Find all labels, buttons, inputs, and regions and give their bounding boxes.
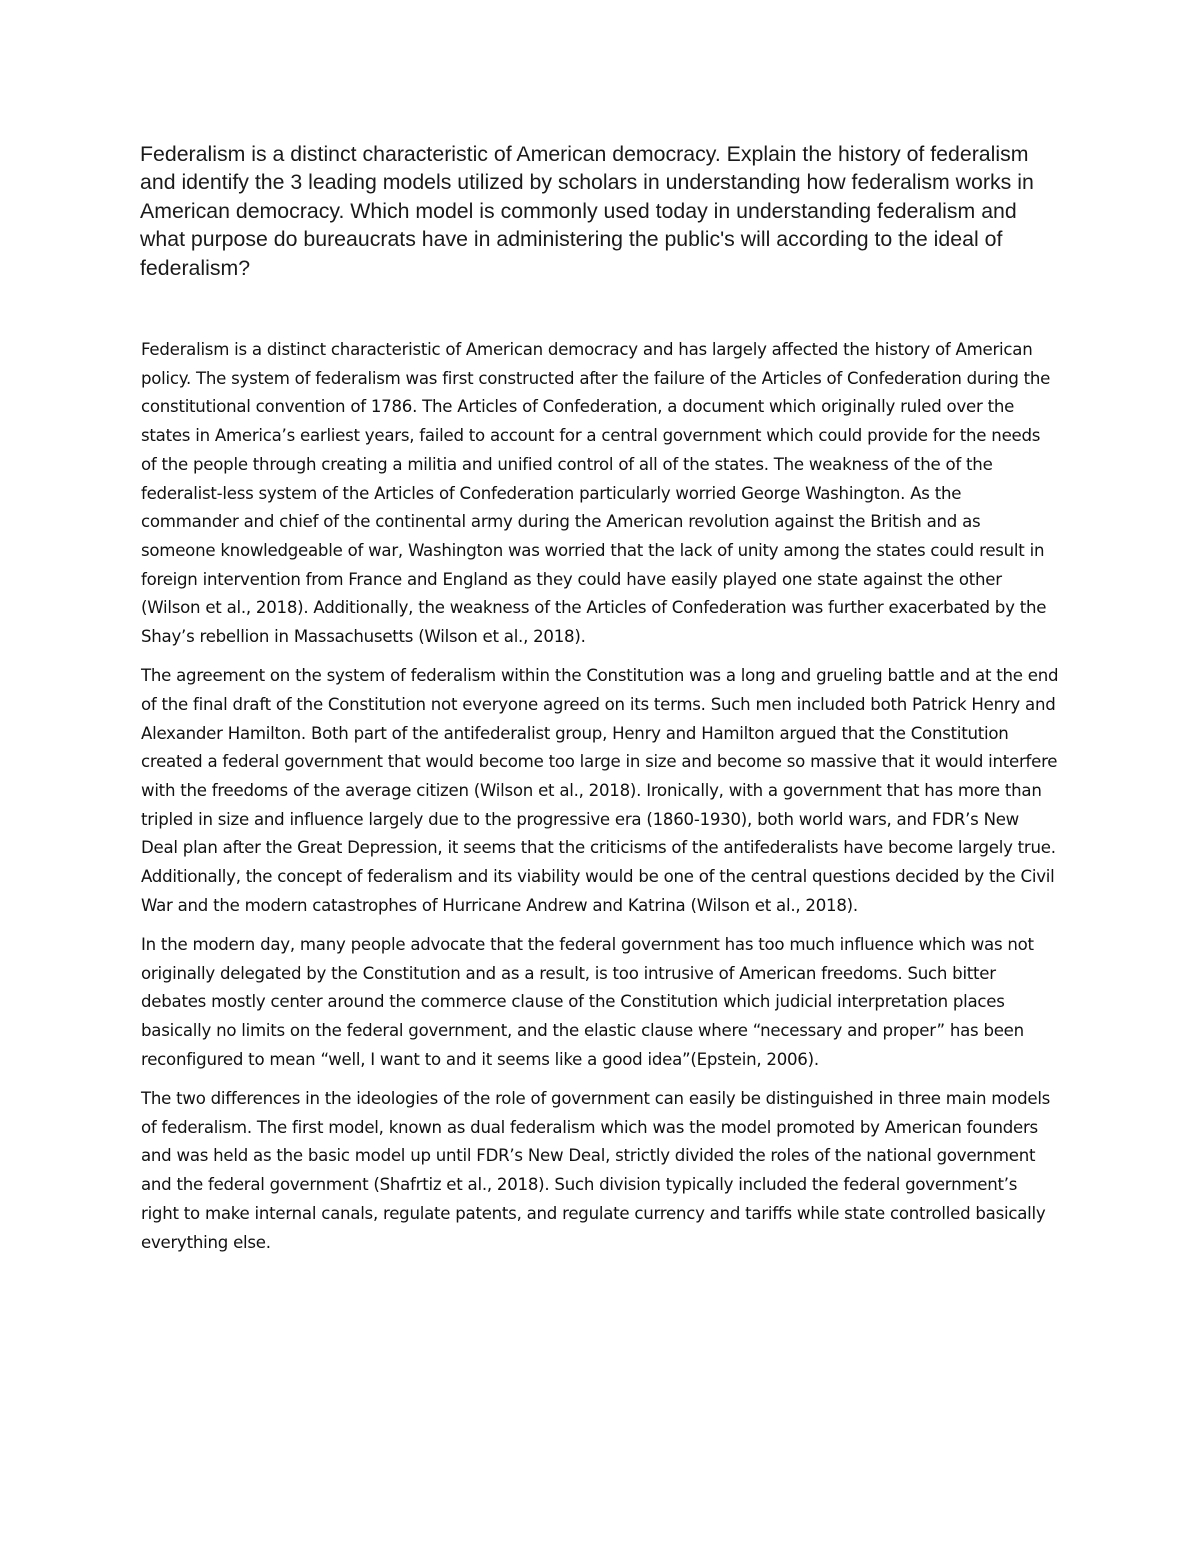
essay-paragraph-4: The two differences in the ideologies of the role of government can easily be distinguished in three main models of federalism. The first model, known as dual federalism which was the model promoted by American founders and was held as the basic model up until FDR’s New Deal, strictly divided the roles of the national government and the federal government (Shafrtiz et al., 2018). Such division typically included the federal government’s right to make internal canals, regulate patents, and regulate currency and tariffs while state controlled basically everything else. xyxy=(141,1089,1051,1252)
essay-paragraph-2: The agreement on the system of federalism within the Constitution was a long and grueling battle and at the end of the final draft of the Constitution not everyone agreed on its terms. Such men included both Patrick Henry and Alexander Hamilton. Both part of the antifederalist group, Henry and Hamilton argued that the Constitution created a federal government that would become too large in size and become so massive that it would interfere with the freedoms of the average citizen (Wilson et al., 2018). Ironically, with a government that has more than tripled in size and influence largely due to the progressive era (1860-1930), both world wars, and FDR’s New Deal plan after the Great Depression, it seems that the criticisms of the antifederalists have become largely true. Additionally, the concept of federalism and its viability would be one of the central questions decided by the Civil War and the modern catastrophes of Hurricane Andrew and Katrina (Wilson et al., 2018). xyxy=(141,666,1059,915)
essay-paragraph-3: In the modern day, many people advocate that the federal government has too much influence which was not originally delegated by the Constitution and as a result, is too intrusive of American freedoms. Such bitter debates mostly center around the commerce clause of the Constitution which judicial interpretation places basically no limits on the federal government, and the elastic clause where “necessary and proper” has been reconfigured to mean “well, I want to and it seems like a good idea”(Epstein, 2006). xyxy=(141,935,1034,1069)
essay-prompt: Federalism is a distinct characteristic of American democracy. Explain the history of federalism and identify the 3 leading models utilized by scholars in understanding how federalism works in American democracy. Which model is commonly used today in understanding federalism and what purpose do bureaucrats have in administering the public's will according to the ideal of federalism? xyxy=(140,142,1034,280)
essay-paragraph-1: Federalism is a distinct characteristic of American democracy and has largely affected the history of American policy. The system of federalism was first constructed after the failure of the Articles of Confederation during the constitutional convention of 1786. The Articles of Confederation, a document which originally ruled over the states in America’s earliest years, failed to account for a central government which could provide for the needs of the people through creating a militia and unified control of all of the states. The weakness of the of the federalist-less system of the Articles of Confederation particularly worried George Washington. As the commander and chief of the continental army during the American revolution against the British and as someone knowledgeable of war, Washington was worried that the lack of unity among the states could result in foreign intervention from France and England as they could have easily played one state against the other (Wilson et al., 2018). Additionally, the weakness of the Articles of Confederation was further exacerbated by the Shay’s rebellion in Massachusetts (Wilson et al., 2018). xyxy=(141,340,1051,647)
essay-body xyxy=(141,336,1059,1268)
